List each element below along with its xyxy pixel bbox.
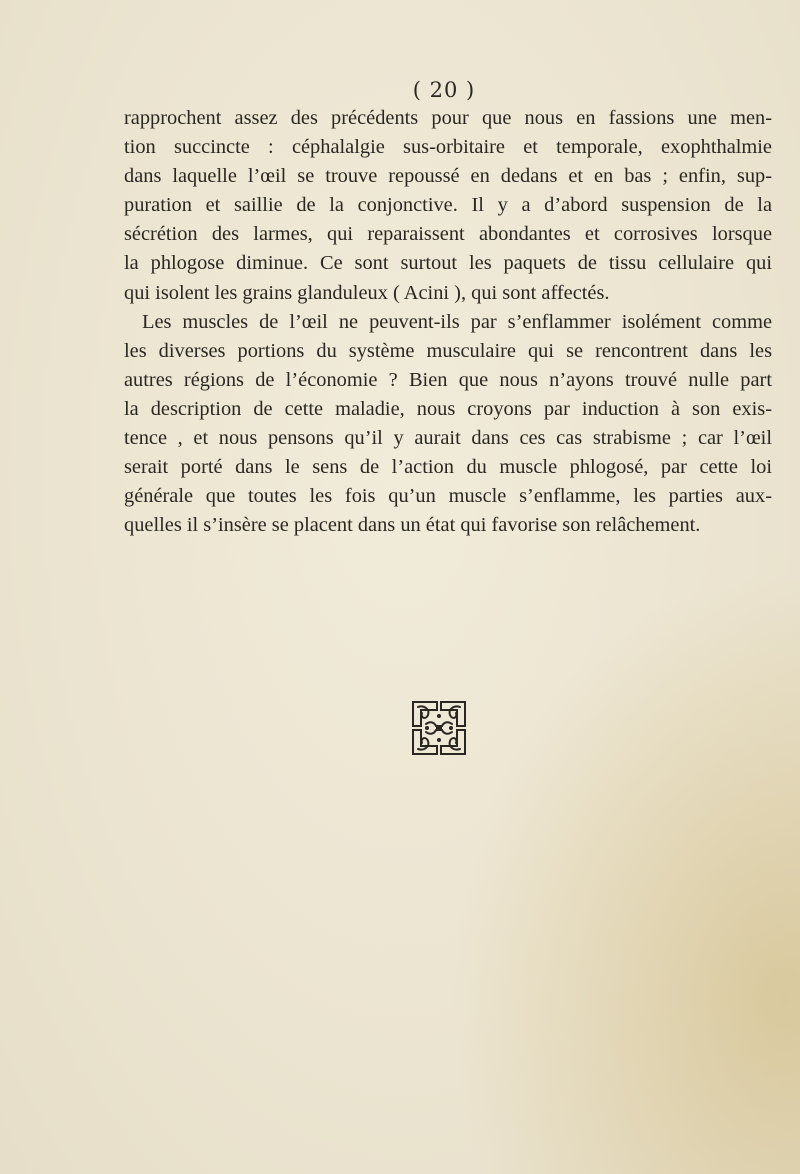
fleuron-ornament-icon [410,699,468,757]
text-line: serait porté dans le sens de l’action du muscle phlogosé, par cette loi [124,456,772,479]
text-line: sécrétion des larmes, qui reparaissent abondantes et corrosives lorsque [124,223,772,246]
text-line: autres régions de l’économie ? Bien que nous n’ayons trouvé nulle part [124,368,772,391]
text-line: générale que toutes les fois qu’un muscle s’enflamme, les parties aux- [124,485,772,508]
text-line: la phlogose diminue. Ce sont surtout les paquets de tissu cellulaire qui [124,252,772,275]
text-line: les diverses portions du système musculaire qui se rencontrent dans les [124,339,772,362]
text-line: Les muscles de l’œil ne peuvent-ils par s’enflammer isolément comme [142,310,772,333]
text-line: rapprochent assez des précédents pour que nous en fassions une men- [124,107,772,129]
text-line: qui isolent les grains glanduleux ( Acini ), qui sont affectés. [124,281,610,304]
text-line: tion succincte : céphalalgie sus-orbitaire et temporale, exophthalmie [124,136,772,159]
text-line: dans laquelle l’œil se trouve repoussé en dedans et en bas ; enfin, sup- [124,165,772,188]
page-number: ( 20 ) [412,78,476,102]
body-text [124,104,772,540]
text-line: quelles il s’insère se placent dans un état qui favorise son relâchement. [124,514,701,537]
text-line: puration et saillie de la conjonctive. Il y a d’abord suspension de la [124,194,772,217]
text-line: la description de cette maladie, nous croyons par induction à son exis- [124,397,772,420]
text-line: tence , et nous pensons qu’il y aurait dans ces cas strabisme ; car l’œil [124,427,772,450]
